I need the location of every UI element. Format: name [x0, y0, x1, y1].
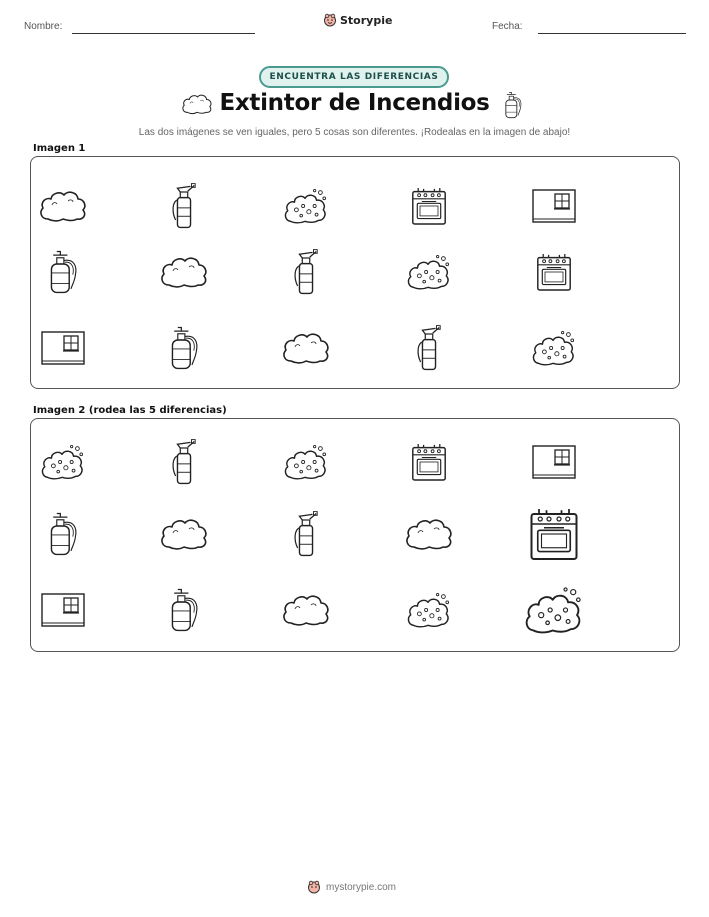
date-label: Fecha: [492, 21, 523, 32]
instructions: Las dos imágenes se ven iguales, pero 5 cosas son diferentes. ¡Rodealas en la imagen de abajo! [138, 127, 571, 138]
window-wall-icon[interactable] [27, 579, 99, 641]
fire-extinguisher-icon[interactable] [270, 503, 342, 565]
stove-icon [393, 175, 465, 237]
fire-extinguisher-icon [148, 175, 220, 237]
cloud-icon[interactable] [270, 579, 342, 641]
footer [307, 880, 396, 894]
gas-canister-icon[interactable] [27, 503, 99, 565]
title-gas-canister-icon [502, 90, 524, 125]
page-title: Extintor de Incendios [219, 90, 490, 116]
window-wall-icon[interactable] [518, 431, 590, 493]
smoke-icon-large[interactable] [518, 579, 590, 641]
fire-extinguisher-icon[interactable] [148, 431, 220, 493]
image2-panel[interactable] [30, 418, 680, 652]
gas-canister-icon [148, 317, 220, 379]
stove-icon[interactable] [393, 431, 465, 493]
image2-label: Imagen 2 (rodea las 5 diferencias) [33, 405, 227, 416]
footer-url[interactable]: mystorypie.com [326, 881, 397, 893]
cloud-icon [27, 175, 99, 237]
activity-badge: ENCUENTRA LAS DIFERENCIAS [259, 66, 449, 88]
brand-logo [323, 13, 392, 27]
smoke-icon[interactable] [27, 431, 99, 493]
smoke-icon [393, 241, 465, 303]
cloud-icon [270, 317, 342, 379]
brand-name: Storypie [340, 13, 393, 27]
window-wall-icon [518, 175, 590, 237]
gas-canister-icon [27, 241, 99, 303]
name-label: Nombre: [24, 21, 63, 32]
stove-icon [518, 241, 590, 303]
stove-icon-large[interactable] [518, 503, 590, 565]
storypie-logo-icon [323, 13, 337, 27]
window-wall-icon [27, 317, 99, 379]
cloud-icon [148, 241, 220, 303]
cloud-icon[interactable] [393, 503, 465, 565]
image1-label: Imagen 1 [33, 143, 86, 154]
image1-panel [30, 156, 680, 389]
smoke-icon [270, 175, 342, 237]
gas-canister-icon[interactable] [148, 579, 220, 641]
smoke-icon [518, 317, 590, 379]
smoke-icon[interactable] [393, 579, 465, 641]
date-line[interactable] [538, 33, 686, 34]
fire-extinguisher-icon [270, 241, 342, 303]
smoke-icon[interactable] [270, 431, 342, 493]
fire-extinguisher-icon [393, 317, 465, 379]
name-line[interactable] [72, 33, 255, 34]
storypie-logo-icon [307, 880, 321, 894]
cloud-icon[interactable] [148, 503, 220, 565]
